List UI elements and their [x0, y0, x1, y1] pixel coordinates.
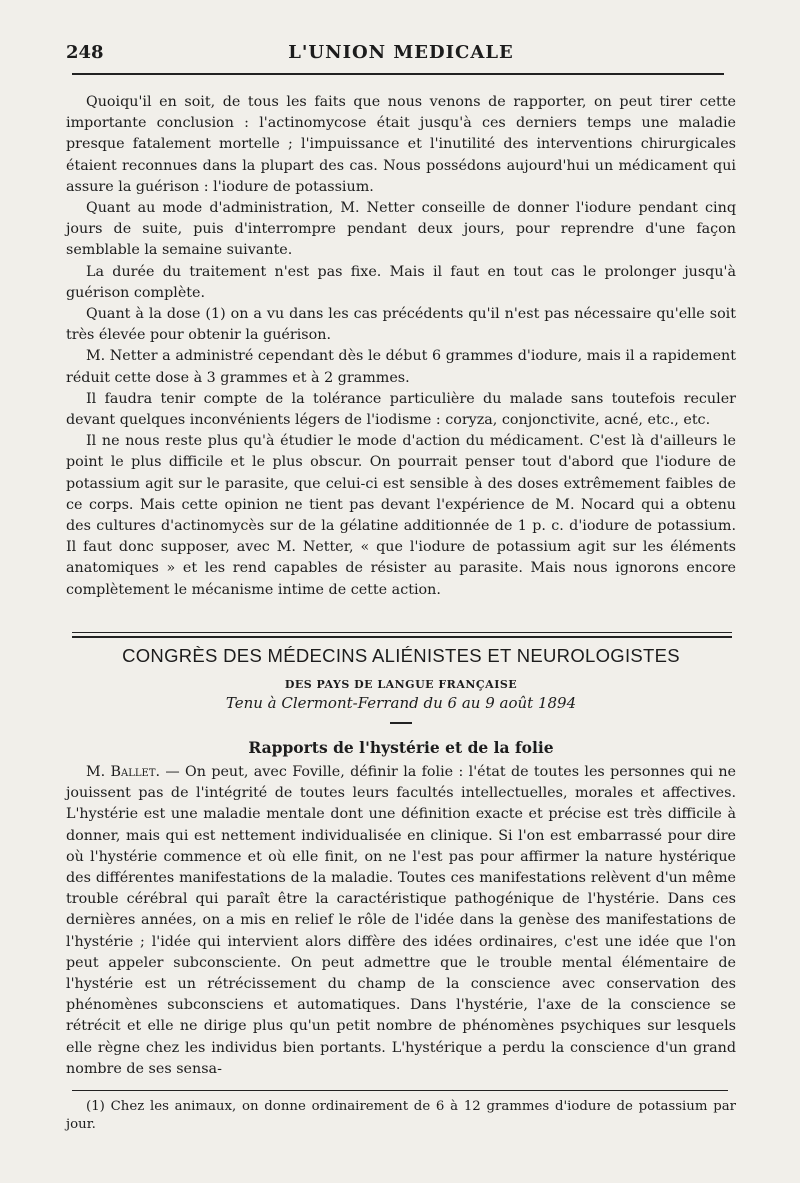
speaker-name: M. Ballet. [86, 764, 161, 780]
paragraph: Il faudra tenir compte de la tolérance particulière du malade sans toutefois reculer devant quelques inconvénients légers de l'iodisme : coryza, conjonctivite, acné, etc., etc. [66, 390, 736, 429]
report-body [66, 762, 736, 1080]
report-title: Rapports de l'hystérie et de la folie [248, 738, 554, 757]
paragraph: La durée du traitement n'est pas fixe. Mais il faut en tout cas le prolonger jusqu'à guérison complète. [66, 263, 736, 301]
paragraph: Il ne nous reste plus qu'à étudier le mode d'action du médicament. C'est là d'ailleurs le point le plus difficile et le plus obscur. On pourrait penser tout d'abord que l'iodure de potassium agit sur le parasite, que celui-ci est sensible à des doses extrêmement faibles de ce corps. Mais cette opinion ne tient pas devant l'expérience de M. Nocard qui a obtenu des cultures d'actinomycès sur de la gélatine additionnée de 1 p. c. d'iodure de potassium. Il faut donc supposer, avec M. Netter, « que l'iodure de potassium agit sur les éléments anatomiques » et les rend capables de résister au parasite. Mais nous ignorons encore complètement le mécanisme intime de cette action. [66, 433, 736, 598]
separator-dash [390, 722, 412, 724]
report-text: — On peut, avec Foville, définir la folie : l'état de toutes les personnes qui ne jouissent pas de l'intégrité de toutes leurs facultés intellectuelles, morales et affectives. L'hystérie est une maladie mentale dont une définition exacte et précise est très difficile à donner, mais qui est nettement individualisée en clinique. Si l'on est embarrassé pour dire où l'hystérie commence et où elle finit, on ne l'est pas pour affirmer la nature hystérique des différentes manifestations de la maladie. Toutes ces manifestations relèvent d'un même trouble cérébral qui paraît être la caractéristique pathogénique de l'hystérie. Dans ces dernières années, on a mis en relief le rôle de l'idée dans la genèse des manifestations de l'hystérie ; l'idée qui intervient alors diffère des idées ordinaires, c'est une idée que l'on peut appeler subconsciente. On peut admettre que le trouble mental élémentaire de l'hystérie est un rétrécissement du champ de la conscience avec conservation des phénomènes subconsciens et automatiques. Dans l'hystérie, l'axe de la conscience se rétrécit et elle ne dirige plus qu'un petit nombre de phénomènes psychiques sur lesquels elle règne chez les individus bien portants. L'hystérique a perdu la conscience d'un grand nombre de ses sensa- [66, 764, 736, 1077]
section-title: CONGRÈS DES MÉDECINS ALIÉNISTES ET NEUROLOGISTES [122, 645, 680, 666]
running-header [66, 42, 736, 72]
section-subtitle: DES PAYS DE LANGUE FRANÇAISE [284, 678, 518, 691]
footnote-text: (1) Chez les animaux, on donne ordinairement de 6 à 12 grammes d'iodure de potassium par jour. [66, 1099, 736, 1132]
section-place-date: Tenu à Clermont-Ferrand du 6 au 9 août 1894 [225, 694, 577, 712]
section-rule-bottom [72, 636, 732, 638]
paragraph: Quant au mode d'administration, M. Netter conseille de donner l'iodure pendant cinq jours de suite, puis d'interrompre pendant deux jours, pour reprendre d'une façon semblable la semaine suivante. [66, 200, 736, 259]
footnote-rule [72, 1090, 728, 1091]
paragraph: M. Netter a administré cependant dès le début 6 grammes d'iodure, mais il a rapidement réduit cette dose à 3 grammes et à 2 grammes. [66, 348, 736, 386]
paragraph [66, 762, 736, 1080]
footnote [66, 1098, 736, 1134]
page-number: 248 [66, 42, 104, 63]
header-rule [72, 73, 724, 75]
paragraph: Quant à la dose (1) on a vu dans les cas précédents qu'il n'est pas nécessaire qu'elle soit très élevée pour obtenir la guérison. [66, 306, 736, 344]
paragraph: Quoiqu'il en soit, de tous les faits que nous venons de rapporter, on peut tirer cette importante conclusion : l'actinomycose était jusqu'à ces derniers temps une maladie presque fatalement mortelle ; l'impuissance et l'inutilité des interventions chirurgicales étaient reconnues dans la plupart des cas. Nous possédons aujourd'hui un médicament qui assure la guérison : l'iodure de potassium. [66, 94, 736, 195]
journal-title: L'UNION MEDICALE [288, 42, 514, 63]
section-rule-top [72, 632, 732, 633]
article-body [66, 92, 736, 601]
